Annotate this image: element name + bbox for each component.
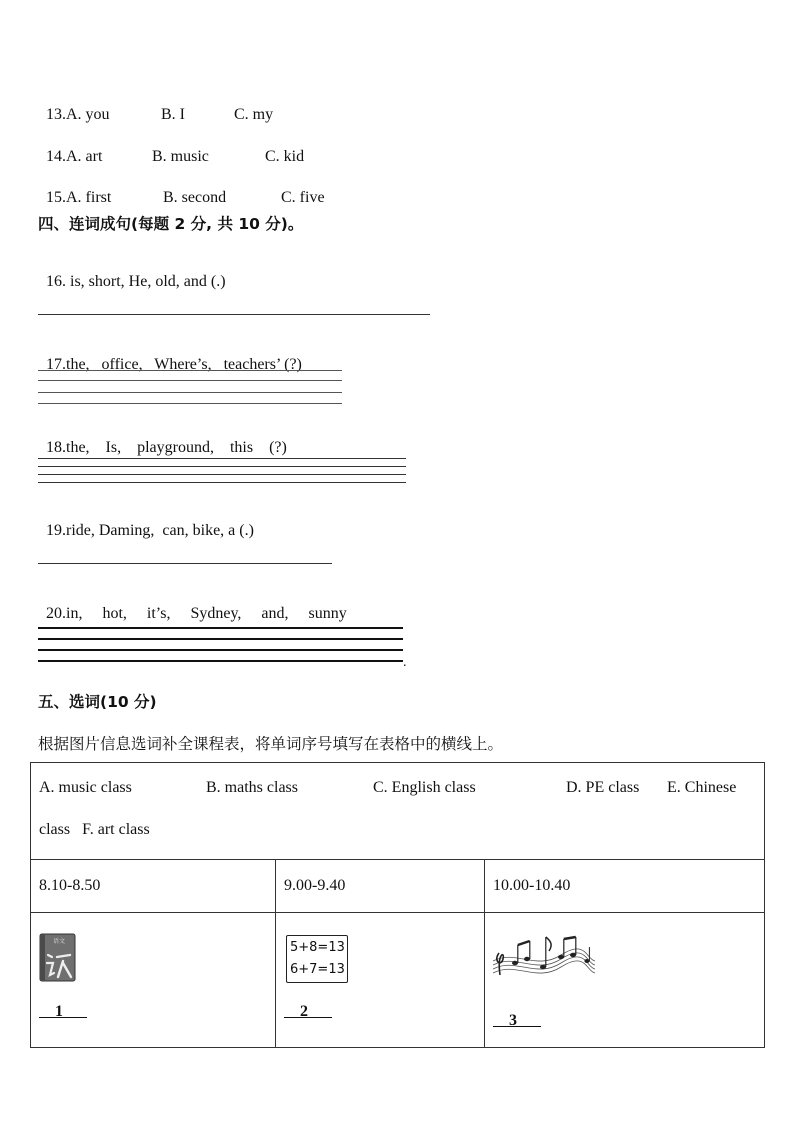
word-option-a: A. music class xyxy=(39,779,132,796)
sentence-item-18 xyxy=(38,421,287,457)
chinese-book-icon xyxy=(39,933,77,983)
word-bank xyxy=(31,763,765,860)
answer-line[interactable] xyxy=(38,474,406,475)
math-line-2: 6+7=13 xyxy=(290,962,345,977)
option-b: B. I xyxy=(161,106,185,123)
blank-number: 2 xyxy=(300,1003,308,1020)
option-c: C. kid xyxy=(265,148,305,165)
picture-cell-3 xyxy=(485,913,765,1048)
answer-line[interactable] xyxy=(38,370,342,371)
item-words: the, Is, playground, this (?) xyxy=(66,439,287,456)
picture-cell-1 xyxy=(31,913,276,1048)
answer-line[interactable] xyxy=(38,638,403,640)
option-a: A. you xyxy=(66,106,110,123)
schedule-table xyxy=(30,762,765,1048)
section-5-instruction: 根据图片信息选词补全课程表，将单词序号填写在表格中的横线上。 xyxy=(38,735,504,753)
question-number: 13. xyxy=(46,106,66,123)
answer-line[interactable] xyxy=(38,649,403,651)
answer-line[interactable] xyxy=(38,627,403,629)
answer-line[interactable] xyxy=(38,466,406,467)
question-14 xyxy=(38,130,304,166)
item-words: ride, Daming, can, bike, a (.) xyxy=(66,522,254,539)
answer-line[interactable] xyxy=(38,403,342,404)
option-a: A. art xyxy=(66,148,103,165)
item-words: the, office, Where’s, teachers’ (?) xyxy=(66,356,302,373)
question-15 xyxy=(38,171,325,207)
answer-line[interactable] xyxy=(38,314,430,315)
answer-line[interactable] xyxy=(38,660,403,662)
item-number: 19. xyxy=(46,522,66,539)
sentence-item-17 xyxy=(38,338,302,374)
blank-number: 1 xyxy=(55,1003,63,1020)
answer-line[interactable] xyxy=(38,482,406,483)
option-b: B. music xyxy=(152,148,209,165)
option-c: C. five xyxy=(281,189,325,206)
answer-line[interactable] xyxy=(38,392,342,393)
picture-cell-2 xyxy=(276,913,485,1048)
question-13 xyxy=(38,88,273,124)
sentence-item-16 xyxy=(38,255,226,291)
sentence-item-19 xyxy=(38,504,254,540)
section-4-heading: 四、连词成句(每题 2 分, 共 10 分)。 xyxy=(38,215,304,233)
item-words: in, hot, it’s, Sydney, and, sunny xyxy=(66,605,347,622)
section-5-heading: 五、选词(10 分) xyxy=(38,693,157,711)
answer-blank-3[interactable] xyxy=(493,1012,541,1030)
blank-number: 3 xyxy=(509,1012,517,1029)
word-option-c: C. English class xyxy=(373,779,476,796)
word-option-b: B. maths class xyxy=(206,779,298,796)
item-number: 16. xyxy=(46,273,66,290)
math-line-1: 5+8=13 xyxy=(290,940,345,955)
question-number: 14. xyxy=(46,148,66,165)
option-c: C. my xyxy=(234,106,274,123)
word-bank-line-2: class F. art class xyxy=(39,821,150,838)
item-words: is, short, He, old, and (.) xyxy=(66,273,226,290)
answer-line[interactable] xyxy=(38,458,406,459)
math-card-icon xyxy=(286,935,348,983)
answer-blank-1[interactable] xyxy=(39,1003,87,1021)
question-number: 15. xyxy=(46,189,66,206)
word-option-d: D. PE class xyxy=(566,779,640,796)
item-number: 18. xyxy=(46,439,66,456)
music-notes-icon xyxy=(491,931,597,981)
svg-text:语文: 语文 xyxy=(53,938,66,945)
word-option-e: E. Chinese xyxy=(667,779,737,796)
answer-blank-2[interactable] xyxy=(284,1003,332,1021)
time-slot-1: 8.10-8.50 xyxy=(31,860,276,913)
answer-line[interactable] xyxy=(38,380,342,381)
sentence-item-20 xyxy=(38,587,347,623)
item-number: 17. xyxy=(46,356,66,373)
item-number: 20. xyxy=(46,605,66,622)
option-b: B. second xyxy=(163,189,227,206)
word-bank-line-1 xyxy=(39,767,756,809)
option-a: A. first xyxy=(66,189,112,206)
answer-line[interactable] xyxy=(38,563,332,564)
time-slot-3: 10.00-10.40 xyxy=(485,860,765,913)
time-slot-2: 9.00-9.40 xyxy=(276,860,485,913)
end-period: . xyxy=(403,655,407,670)
